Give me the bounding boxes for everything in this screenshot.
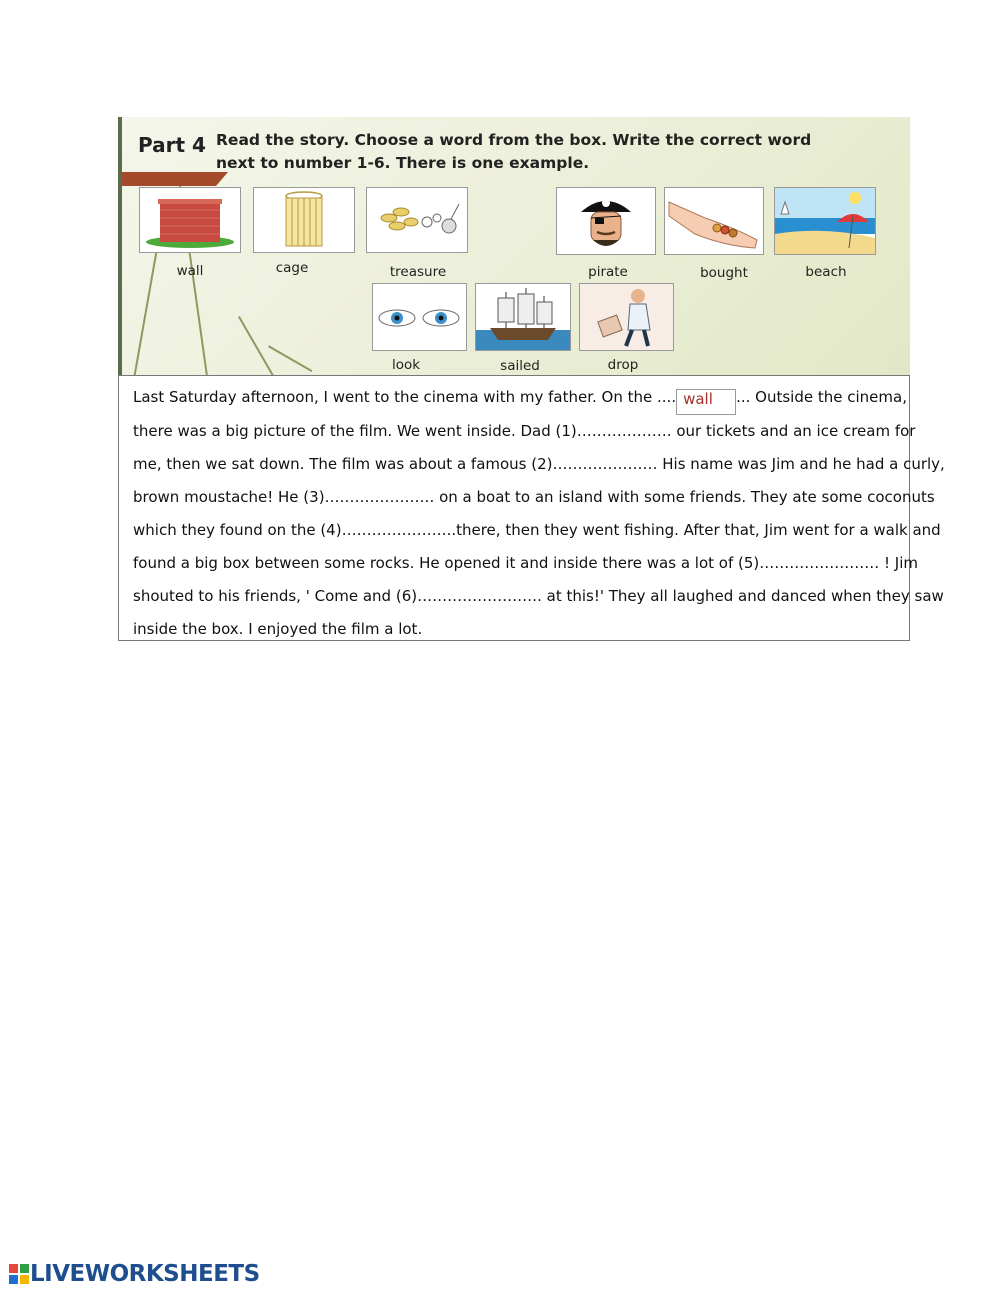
logo-text: LIVEWORKSHEETS — [30, 1261, 260, 1287]
story-line-4: brown moustache! He (3)…………………. on a boat to an island with some friends. They ate some coconuts — [133, 488, 935, 506]
look-card — [372, 283, 467, 351]
instruction-line-1: Read the story. Choose a word from the box. Write the correct word — [216, 131, 812, 149]
bought-image — [664, 187, 764, 255]
logo-icon — [8, 1263, 30, 1285]
beach-image — [774, 187, 876, 255]
drop-card — [579, 283, 674, 351]
look-image — [372, 283, 467, 351]
word-bought: bought — [700, 265, 748, 281]
word-beach: beach — [805, 264, 847, 280]
treasure-card — [366, 187, 468, 253]
part-title: Part 4 — [138, 133, 206, 157]
word-sailed: sailed — [500, 358, 540, 374]
example-answer-box: wall — [676, 389, 736, 415]
liveworksheets-logo — [8, 1261, 260, 1287]
sailed-card — [475, 283, 571, 351]
story-line-2: there was a big picture of the film. We went inside. Dad (1)………………. our tickets and an ice cream for — [133, 422, 916, 440]
word-treasure: treasure — [389, 264, 447, 280]
story-line-5: which they found on the (4)…………………..there, then they went fishing. After that, Jim went for a walk and — [133, 521, 941, 539]
instruction-line-2: next to number 1-6. There is one example. — [216, 154, 590, 172]
decorative-ribbon — [118, 172, 216, 186]
story-line-7: shouted to his friends, ' Come and (6)……………………. at this!' They all laughed and danced when they saw — [133, 587, 944, 605]
story-line-1: Last Saturday afternoon, I went to the cinema with my father. On the .... wall ... Outside the cinema, — [133, 388, 905, 415]
worksheet — [118, 117, 945, 641]
story-panel — [118, 375, 945, 641]
header-panel — [118, 117, 910, 375]
drop-image — [579, 283, 674, 351]
word-pirate: pirate — [588, 264, 628, 280]
cage-image — [253, 187, 355, 253]
pirate-image — [556, 187, 656, 255]
sailed-image — [475, 283, 571, 351]
wall-card — [139, 187, 241, 253]
story-line-8: inside the box. I enjoyed the film a lot. — [133, 620, 423, 638]
word-drop: drop — [607, 357, 639, 373]
bought-card — [664, 187, 764, 255]
cage-card — [253, 187, 355, 253]
word-wall: wall — [176, 263, 204, 279]
wall-image — [139, 187, 241, 253]
instructions — [216, 129, 816, 175]
treasure-image — [366, 187, 468, 253]
pirate-card — [556, 187, 656, 255]
word-cage: cage — [275, 260, 309, 276]
story-line-6: found a big box between some rocks. He opened it and inside there was a lot of (5)…………………… ! Jim — [133, 554, 918, 572]
beach-card — [774, 187, 876, 255]
word-look: look — [391, 357, 421, 373]
story-line-3: me, then we sat down. The film was about a famous (2)………………… His name was Jim and he had a curly, — [133, 455, 945, 473]
